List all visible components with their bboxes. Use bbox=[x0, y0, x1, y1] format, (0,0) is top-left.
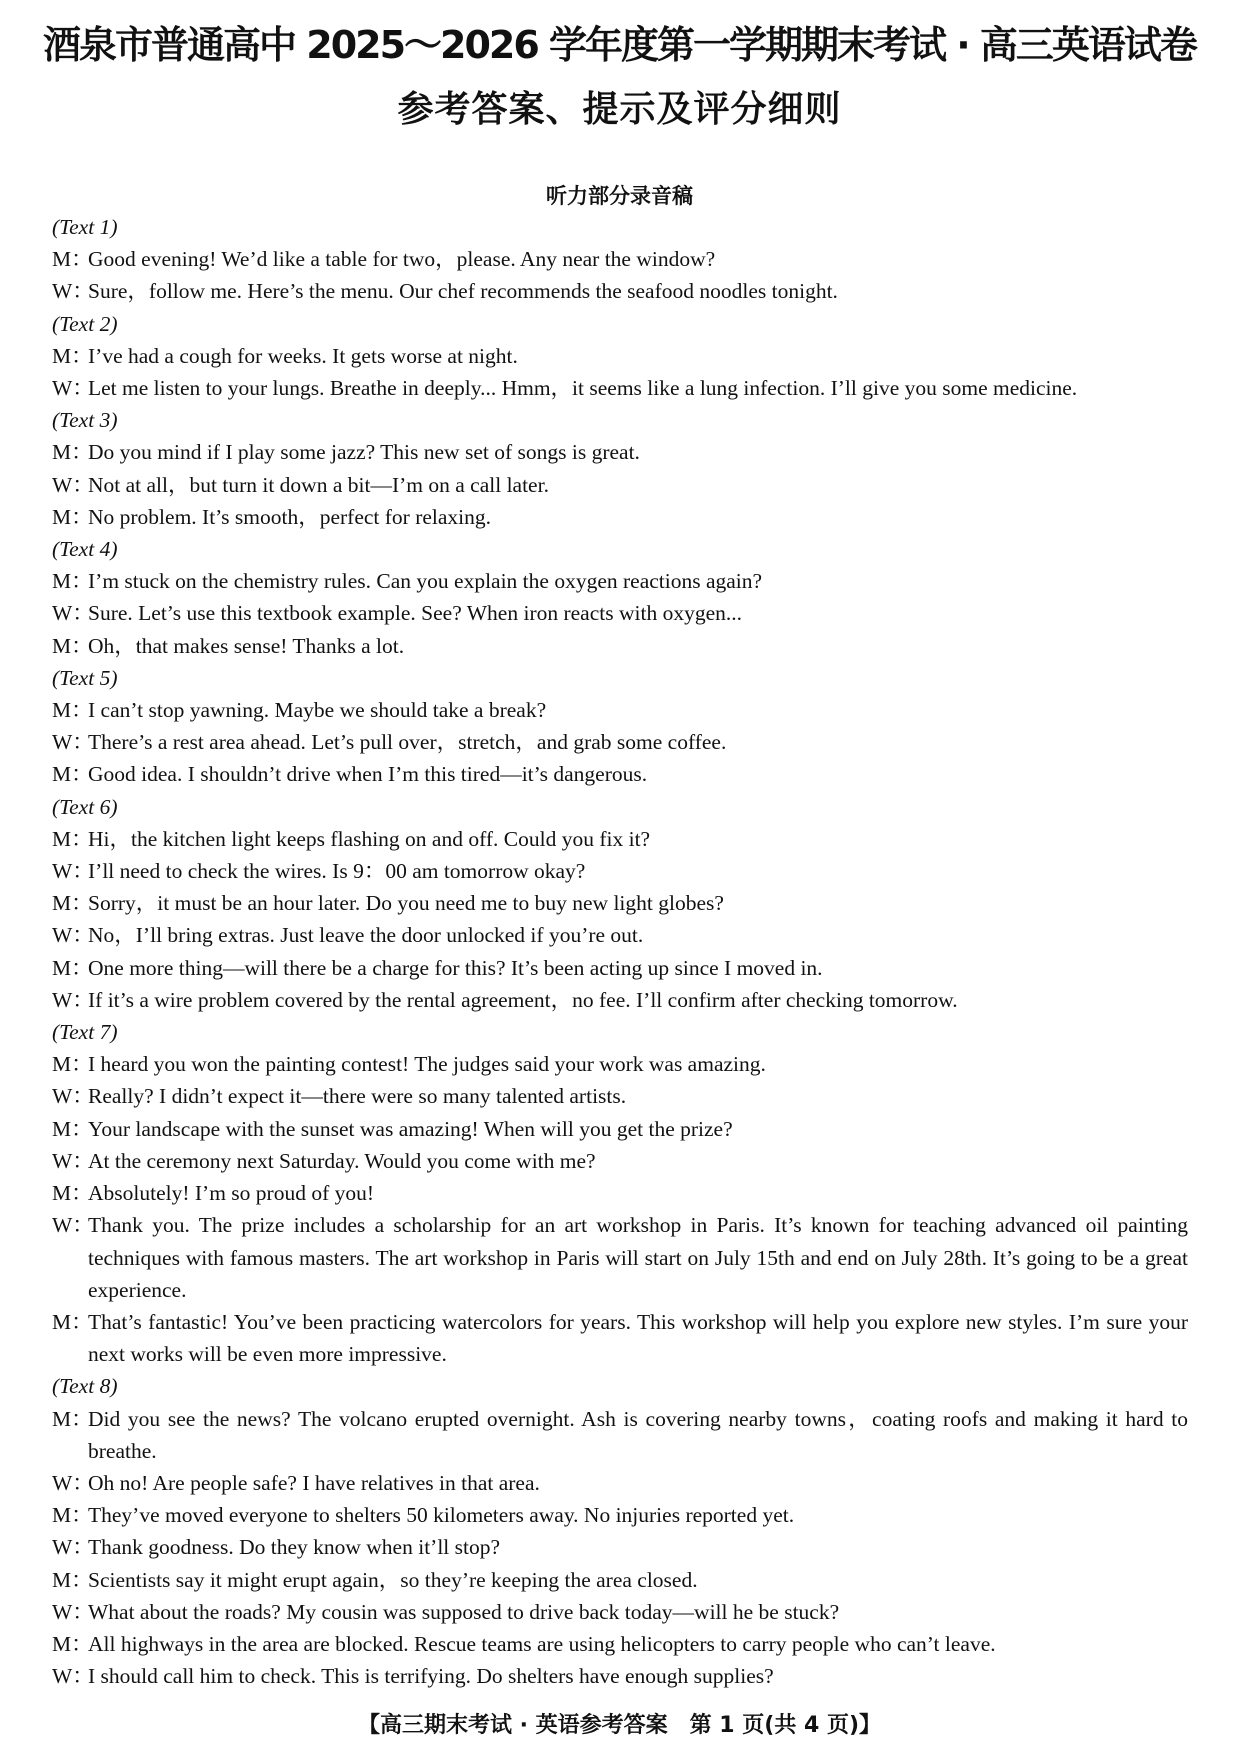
dialogue-line bbox=[52, 1531, 1188, 1563]
speaker-label: W： bbox=[52, 1148, 94, 1173]
page-subtitle: 参考答案、提示及评分细则 bbox=[397, 89, 842, 130]
speaker-label: M： bbox=[52, 1052, 93, 1077]
dialogue-line bbox=[52, 919, 1188, 951]
speaker-label: M： bbox=[52, 440, 93, 465]
dialogue-line bbox=[52, 372, 1188, 404]
dialogue-line bbox=[52, 694, 1188, 726]
dialogue-line bbox=[52, 887, 1188, 919]
dialogue-line bbox=[52, 823, 1188, 855]
dialogue-line bbox=[52, 340, 1188, 372]
utterance-text: No，I’ll bring extras. Just leave the door unlocked if you’re out. bbox=[88, 923, 644, 948]
dialogue-line bbox=[52, 1113, 1188, 1145]
utterance-text: Oh no! Are people safe? I have relatives in that area. bbox=[88, 1470, 540, 1495]
page-title: 酒泉市普通高中 2025～2026 学年度第一学期期末考试 · 高三英语试卷 bbox=[43, 23, 1196, 67]
speaker-label: W： bbox=[52, 730, 94, 755]
speaker-label: W： bbox=[52, 376, 94, 401]
utterance-text: I’ve had a cough for weeks. It gets worse at night. bbox=[88, 343, 518, 368]
speaker-label: M： bbox=[52, 633, 93, 658]
utterance-text: Good idea. I shouldn’t drive when I’m this tired—it’s dangerous. bbox=[88, 762, 648, 787]
speaker-label: M： bbox=[52, 343, 93, 368]
dialogue-line bbox=[52, 1596, 1188, 1628]
utterance-text: I heard you won the painting contest! The judges said your work was amazing. bbox=[88, 1052, 766, 1077]
speaker-label: M： bbox=[52, 1503, 93, 1528]
utterance-text: What about the roads? My cousin was supposed to drive back today—will he be stuck? bbox=[88, 1599, 840, 1624]
utterance-text: Did you see the news? The volcano erupted overnight. Ash is covering nearby towns，coating roofs and making it hard to breathe. bbox=[88, 1406, 1188, 1463]
utterance-text: I’ll need to check the wires. Is 9：00 am tomorrow okay? bbox=[88, 859, 586, 884]
speaker-label: W： bbox=[52, 472, 94, 497]
speaker-label: M： bbox=[52, 1406, 93, 1431]
transcript-body bbox=[52, 211, 1188, 1692]
utterance-text: At the ceremony next Saturday. Would you come with me? bbox=[88, 1148, 596, 1173]
dialogue-line bbox=[52, 1080, 1188, 1112]
speaker-label: M： bbox=[52, 698, 93, 723]
dialogue-line bbox=[52, 565, 1188, 597]
dialogue-line bbox=[52, 1306, 1188, 1370]
text-label: (Text 8) bbox=[52, 1374, 118, 1399]
text-label: (Text 5) bbox=[52, 665, 118, 690]
dialogue-line bbox=[52, 1467, 1188, 1499]
speaker-label: W： bbox=[52, 279, 94, 304]
utterance-text: That’s fantastic! You’ve been practicing watercolors for years. This workshop will help you explore new styles. I’m sure your next works will be even more impressive. bbox=[88, 1309, 1188, 1367]
utterance-text: Oh，that makes sense! Thanks a lot. bbox=[88, 633, 405, 658]
dialogue-line bbox=[52, 1564, 1188, 1596]
utterance-text: Thank goodness. Do they know when it’ll stop? bbox=[88, 1535, 501, 1560]
dialogue-line bbox=[52, 275, 1188, 307]
text-label: (Text 3) bbox=[52, 408, 118, 433]
text-label: (Text 4) bbox=[52, 537, 118, 562]
utterance-text: I should call him to check. This is terrifying. Do shelters have enough supplies? bbox=[88, 1664, 774, 1689]
dialogue-line bbox=[52, 1628, 1188, 1660]
dialogue-line bbox=[52, 597, 1188, 629]
dialogue-line bbox=[52, 1403, 1188, 1467]
dialogue-line bbox=[52, 1209, 1188, 1306]
dialogue-line bbox=[52, 243, 1188, 275]
section-heading: 听力部分录音稿 bbox=[546, 184, 693, 208]
speaker-label: W： bbox=[52, 1535, 94, 1560]
text-label: (Text 6) bbox=[52, 794, 118, 819]
speaker-label: M： bbox=[52, 1181, 93, 1206]
speaker-label: W： bbox=[52, 601, 94, 626]
utterance-text: Sure. Let’s use this textbook example. See? When iron reacts with oxygen... bbox=[88, 601, 742, 626]
speaker-label: M： bbox=[52, 247, 93, 272]
speaker-label: M： bbox=[52, 1116, 93, 1141]
dialogue-line bbox=[52, 1145, 1188, 1177]
speaker-label: M： bbox=[52, 1567, 93, 1592]
utterance-text: I’m stuck on the chemistry rules. Can you explain the oxygen reactions again? bbox=[88, 569, 763, 594]
dialogue-line bbox=[52, 1177, 1188, 1209]
dialogue-line bbox=[52, 726, 1188, 758]
text-label: (Text 1) bbox=[52, 215, 118, 239]
speaker-label: W： bbox=[52, 1664, 94, 1689]
dialogue-line bbox=[52, 630, 1188, 662]
utterance-text: All highways in the area are blocked. Rescue teams are using helicopters to carry people who can’t leave. bbox=[88, 1631, 996, 1656]
dialogue-line bbox=[52, 501, 1188, 533]
utterance-text: Scientists say it might erupt again，so they’re keeping the area closed. bbox=[88, 1567, 698, 1592]
dialogue-line bbox=[52, 469, 1188, 501]
utterance-text: Good evening! We’d like a table for two，please. Any near the window? bbox=[88, 247, 716, 272]
speaker-label: M： bbox=[52, 762, 93, 787]
speaker-label: M： bbox=[52, 1631, 93, 1656]
utterance-text: I can’t stop yawning. Maybe we should take a break? bbox=[88, 698, 547, 723]
speaker-label: M： bbox=[52, 826, 93, 851]
speaker-label: W： bbox=[52, 859, 94, 884]
utterance-text: Sure，follow me. Here’s the menu. Our chef recommends the seafood noodles tonight. bbox=[88, 279, 838, 304]
utterance-text: Let me listen to your lungs. Breathe in deeply... Hmm，it seems like a lung infection. I’ll give you some medicine. bbox=[88, 376, 1078, 401]
dialogue-line bbox=[52, 952, 1188, 984]
dialogue-line bbox=[52, 1048, 1188, 1080]
utterance-text: Absolutely! I’m so proud of you! bbox=[88, 1181, 375, 1206]
speaker-label: W： bbox=[52, 1213, 94, 1238]
dialogue-line bbox=[52, 1499, 1188, 1531]
utterance-text: No problem. It’s smooth，perfect for relaxing. bbox=[88, 504, 492, 529]
speaker-label: M： bbox=[52, 504, 93, 529]
text-label: (Text 7) bbox=[52, 1020, 118, 1045]
speaker-label: W： bbox=[52, 923, 94, 948]
page-footer: 【高三期末考试 · 英语参考答案 第 1 页(共 4 页)】 bbox=[357, 1713, 882, 1738]
dialogue-line bbox=[52, 758, 1188, 790]
utterance-text: There’s a rest area ahead. Let’s pull over，stretch，and grab some coffee. bbox=[88, 730, 727, 755]
utterance-text: One more thing—will there be a charge for this? It’s been acting up since I moved in. bbox=[88, 955, 823, 980]
speaker-label: M： bbox=[52, 569, 93, 594]
utterance-text: Hi，the kitchen light keeps flashing on and off. Could you fix it? bbox=[88, 826, 651, 851]
utterance-text: Thank you. The prize includes a scholarship for an art workshop in Paris. It’s known for teaching advanced oil painting techniques with famous masters. The art workshop in Paris will start on July 15th and end on July 28th. It’s going to be a great experience. bbox=[88, 1213, 1188, 1302]
utterance-text: If it’s a wire problem covered by the rental agreement，no fee. I’ll confirm after checking tomorrow. bbox=[88, 987, 958, 1012]
dialogue-line bbox=[52, 436, 1188, 468]
speaker-label: W： bbox=[52, 1599, 94, 1624]
dialogue-line bbox=[52, 1660, 1188, 1692]
utterance-text: Your landscape with the sunset was amazing! When will you get the prize? bbox=[88, 1116, 733, 1141]
utterance-text: They’ve moved everyone to shelters 50 kilometers away. No injuries reported yet. bbox=[88, 1503, 795, 1528]
speaker-label: W： bbox=[52, 1084, 94, 1109]
utterance-text: Do you mind if I play some jazz? This new set of songs is great. bbox=[88, 440, 640, 465]
speaker-label: M： bbox=[52, 891, 93, 916]
utterance-text: Sorry，it must be an hour later. Do you need me to buy new light globes? bbox=[88, 891, 724, 916]
speaker-label: W： bbox=[52, 1470, 94, 1495]
dialogue-line bbox=[52, 984, 1188, 1016]
text-label: (Text 2) bbox=[52, 311, 118, 336]
speaker-label: M： bbox=[52, 1309, 93, 1334]
speaker-label: M： bbox=[52, 955, 93, 980]
utterance-text: Not at all，but turn it down a bit—I’m on a call later. bbox=[88, 472, 549, 497]
speaker-label: W： bbox=[52, 987, 94, 1012]
utterance-text: Really? I didn’t expect it—there were so many talented artists. bbox=[88, 1084, 627, 1109]
dialogue-line bbox=[52, 855, 1188, 887]
